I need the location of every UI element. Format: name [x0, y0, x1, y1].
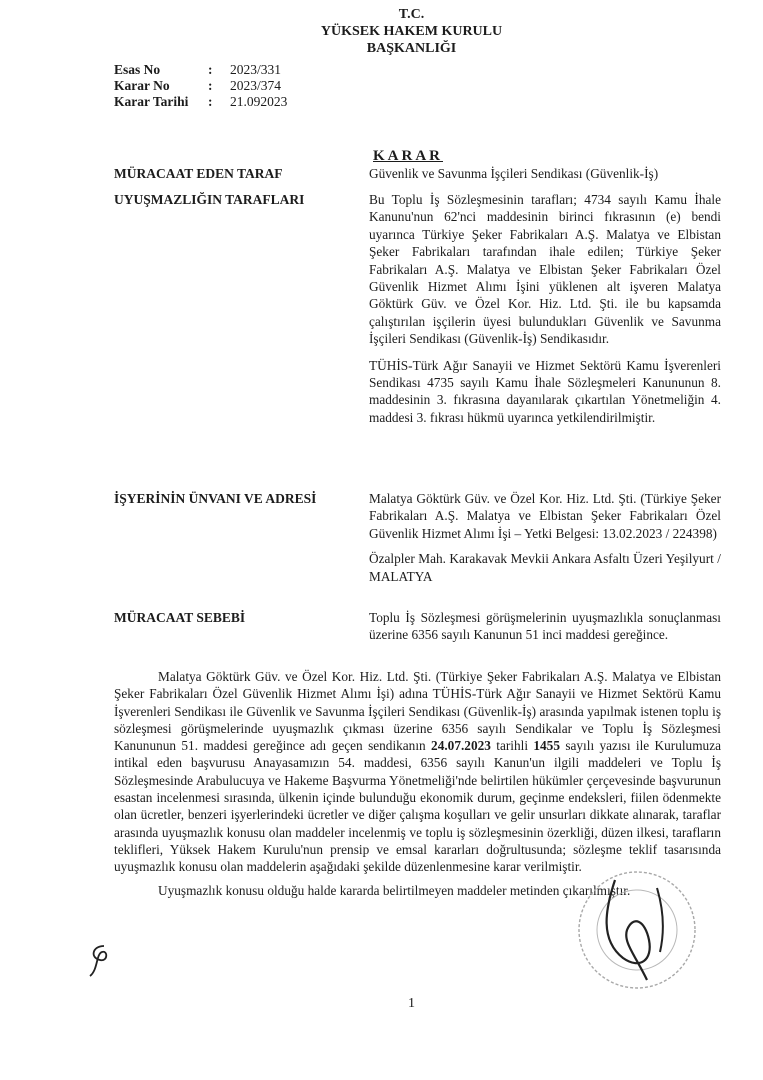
application-date: 24.07.2023	[431, 738, 491, 754]
letter-number: 1455	[533, 738, 560, 754]
workplace-label: İŞYERİNİN ÜNVANI VE ADRESİ	[114, 491, 317, 506]
meta-row-tarih	[114, 94, 287, 110]
initials-stroke	[90, 946, 106, 976]
applicant-label: MÜRACAAT EDEN TARAF	[114, 166, 283, 181]
parties-text	[369, 191, 721, 433]
decision-title: KARAR	[373, 148, 443, 164]
initials-mark	[82, 940, 122, 980]
page-number: 1	[408, 996, 415, 1011]
reason-value: Toplu İş Sözleşmesi görüşmelerinin uyuşmazlıkla sonuçlanması üzerine 6356 sayılı Kanunun 51 inci maddesi gereğince.	[369, 610, 721, 643]
meta-row-karar	[114, 78, 287, 94]
body-text-part: sayılı yazısı ile Kurulumuza intikal eden başvurusu Anayasamızın 54. maddesi, 6356 sayılı Kanun'un ilgili maddeleri ve Toplu İş Sözleşmesinde Arabulucuya ve Hakeme Başvurma Yönetmeliği'nde belirtilen hükümler çerçevesinde başvurunun esastan incelenmesi sırasında, ülkenin içinde bulunduğu ekonomik durum, geçinme endeksleri, fiilen ödenmekte olan ücretler, benzeri işyerlerindeki ücretler ve diğer çalışma koşulları ve gelir unsurları dikkate alınarak, taraflar arasında uyuşmazlık konusu olan maddeler incelenmiş ve toplu iş sözleşmesinin özerkliği, düzen ilkesi, tarafların teklifleri, Yüksek Hakem Kurulu'nun prensip ve emsal kararları doğrultusunda; sözleşme teklif tasarısında uyuşmazlık konusu olan maddelerin aşağıdaki şekilde düzenlenmesine karar verilmiştir.	[114, 738, 721, 875]
round-stamp-inner	[597, 890, 677, 970]
meta-key: Esas No	[114, 62, 161, 77]
document-header	[0, 6, 763, 57]
meta-colon: :	[208, 62, 213, 77]
meta-value: 2023/331	[230, 62, 282, 77]
meta-key: Karar No	[114, 78, 170, 93]
meta-value: 21.092023	[230, 94, 288, 109]
body-text-part: Malatya Göktürk Güv. ve Özel Kor. Hiz. Ltd. Şti. (Türkiye Şeker Fabrikaları A.Ş. Malatya ve Elbistan Şeker Fabrikaları Özel Güvenlik Hizmet Alımı İşi) adına TÜHİS-Türk Ağır Sanayii ve Hizmet Sektörü Kamu İşverenleri Sendikası ile Güvenlik ve Savunma İşçileri Sendikası (Güvenlik-İş) arasında yapılmak istenen toplu iş sözleşmesi görüşmelerinde uyuşmazlık çıkması üzerine 6356 sayılı Sendikalar ve Toplu İş Sözleşmesi Kanununun 51. maddesi gereğince adı geçen sendikanın	[114, 669, 721, 754]
applicant-value: Güvenlik ve Savunma İşçileri Sendikası (Güvenlik-İş)	[369, 166, 659, 181]
parties-label: UYUŞMAZLIĞIN TARAFLARI	[114, 192, 305, 207]
meta-row-esas	[114, 62, 287, 78]
header-tc: T.C.	[398, 7, 425, 22]
reason-label: MÜRACAAT SEBEBİ	[114, 610, 246, 625]
header-institution: YÜKSEK HAKEM KURULU	[320, 24, 503, 39]
body-paragraph-2: Uyuşmazlık konusu olduğu halde kararda belirtilmeyen maddeler metinden çıkarılmıştır.	[158, 882, 631, 898]
workplace-name: Malatya Göktürk Güv. ve Özel Kor. Hiz. Ltd. Şti. (Türkiye Şeker Fabrikaları A.Ş. Malatya ve Elbistan Şeker Fabrikaları Özel Güvenlik Hizmet Alımı İşi – Yetki Belgesi: 13.02.2023 / 224398)	[369, 491, 721, 541]
meta-key: Karar Tarihi	[114, 94, 189, 109]
workplace-address: Özalpler Mah. Karakavak Mevkii Ankara Asfaltı Üzeri Yeşilyurt / MALATYA	[369, 551, 721, 584]
meta-colon: :	[208, 94, 213, 109]
workplace-text	[369, 490, 721, 592]
parties-paragraph-2: TÜHİS-Türk Ağır Sanayii ve Hizmet Sektörü Kamu İşverenleri Sendikası 4735 sayılı Kamu İhale Sözleşmeleri Kanununun 8. maddesinin 3. fıkrasına dayanılarak çıkartılan Yönetmeliğin 4. maddesi 3. fıkrası hükmü uyarınca yetkilendirilmiştir.	[369, 357, 721, 425]
parties-paragraph-1: Bu Toplu İş Sözleşmesinin tarafları; 4734 sayılı Kamu İhale Kanunu'nun 62'nci maddesinin birinci fıkrasının (e) bendi uyarınca Türkiye Şeker Fabrikaları A.Ş. Malatya ve Elbistan Şeker Fabrikaları tarafından ihale edilen; Türkiye Şeker Fabrikaları A.Ş. Malatya ve Elbistan Şeker Fabrikaları Özel Güvenlik Hizmet Alımı İşini yüklenen alt işveren Malatya Göktürk Güv. ve Özel Kor. Hiz. Ltd. Şti. ile bu kapsamda çalıştırılan işçilerin üyesi bulundukları Güvenlik ve Savunma İşçileri Sendikası (Güvenlik-İş) Sendikasıdır.	[369, 192, 721, 347]
header-department: BAŞKANLIĞI	[366, 41, 457, 56]
body-text-part: tarihli	[490, 738, 534, 754]
meta-colon: :	[208, 78, 213, 93]
meta-value: 2023/374	[230, 78, 282, 93]
decision-body	[114, 668, 721, 899]
body-paragraph-1	[114, 668, 721, 876]
case-meta	[114, 62, 287, 110]
